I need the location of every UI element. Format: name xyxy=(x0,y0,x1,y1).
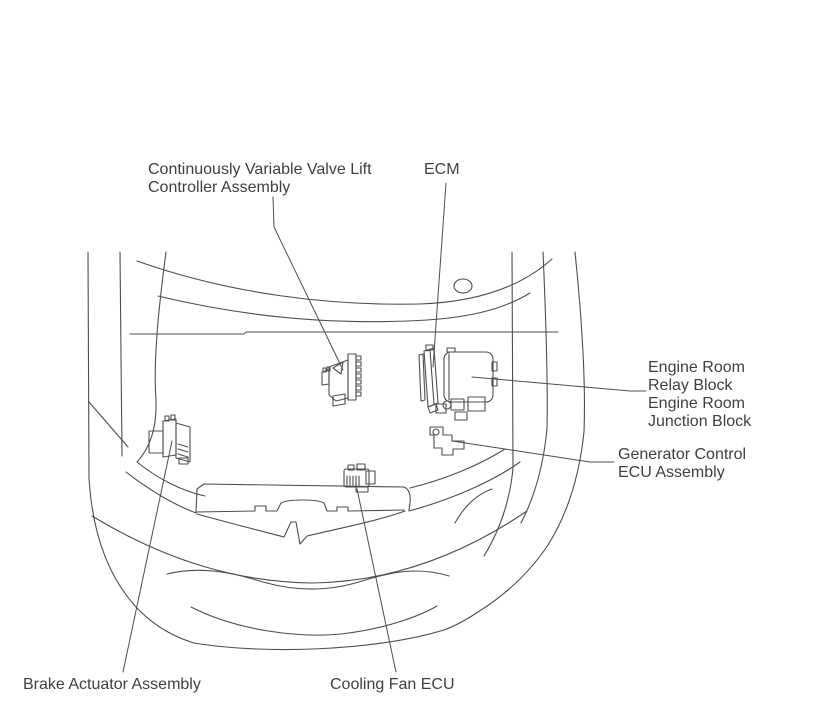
label-relay-line-3: Engine Room xyxy=(648,395,745,412)
leader-cvvl xyxy=(273,197,343,370)
label-relay-junction-block xyxy=(648,359,751,431)
component-cvvl-controller xyxy=(322,354,361,406)
label-relay-line-2: Relay Block xyxy=(648,377,733,394)
grille xyxy=(196,484,410,544)
leader-lines xyxy=(123,183,646,672)
wiper-pivot xyxy=(454,279,472,293)
component-relay-junction-block xyxy=(436,348,497,420)
leader-ecm xyxy=(433,183,446,367)
label-relay-line-1: Engine Room xyxy=(648,359,745,376)
label-ecm: ECM xyxy=(424,161,460,178)
label-cooling-fan-ecu: Cooling Fan ECU xyxy=(330,676,455,693)
label-brake-actuator: Brake Actuator Assembly xyxy=(23,676,201,693)
leader-generator-ecu xyxy=(452,441,614,462)
label-relay-line-4: Junction Block xyxy=(648,413,752,430)
component-cooling-fan-ecu xyxy=(344,464,375,492)
label-cvvl-line-1: Continuously Variable Valve Lift xyxy=(148,161,372,178)
component-ecm xyxy=(419,345,438,413)
label-generator-line-2: ECU Assembly xyxy=(618,463,725,481)
component-generator-control-ecu xyxy=(430,427,464,455)
label-generator-control-ecu xyxy=(618,446,746,481)
label-generator-line-1: Generator Control xyxy=(618,446,747,463)
label-cvvl-controller xyxy=(148,161,372,196)
label-cvvl-line-2: Controller Assembly xyxy=(148,178,291,196)
leader-relay-block xyxy=(472,377,646,391)
